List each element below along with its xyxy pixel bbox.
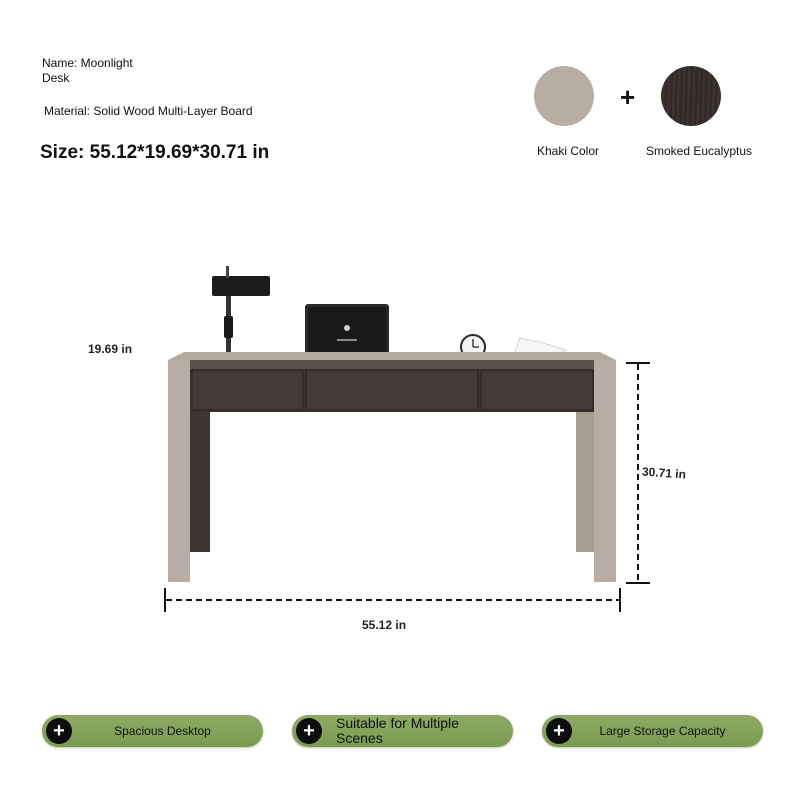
feature-label: Suitable for Multiple Scenes <box>336 715 459 746</box>
desk-top <box>168 352 616 360</box>
left-leg <box>190 412 210 552</box>
left-side-panel <box>168 360 190 582</box>
drawer-panel <box>190 368 595 412</box>
plus-icon: + <box>46 718 72 744</box>
plus-icon: + <box>296 718 322 744</box>
height-label: 30.71 in <box>641 464 687 482</box>
khaki-color-label: Khaki Color <box>536 144 600 158</box>
feature-large-storage <box>542 715 763 747</box>
desk-top-edge <box>186 360 598 369</box>
product-material: Material: Solid Wood Multi-Layer Board <box>44 104 253 118</box>
plus-icon: + <box>546 718 572 744</box>
width-label: 55.12 in <box>362 618 407 632</box>
feature-label: Spacious Desktop <box>114 724 211 738</box>
feature-multiple-scenes <box>292 715 513 747</box>
smoked-eucalyptus-label: Smoked Eucalyptus <box>645 144 753 158</box>
width-dimension-line <box>165 588 620 612</box>
product-name: Name: Moonlight Desk <box>42 56 133 85</box>
right-leg <box>576 412 594 552</box>
product-size: Size: 55.12*19.69*30.71 in <box>40 142 270 163</box>
right-side-panel <box>594 360 616 582</box>
feature-label: Large Storage Capacity <box>599 724 726 738</box>
feature-spacious-desktop <box>42 715 263 747</box>
depth-label: 19.69 in <box>88 342 133 356</box>
plus-icon: + <box>620 82 636 112</box>
desk-lamp <box>212 266 270 367</box>
